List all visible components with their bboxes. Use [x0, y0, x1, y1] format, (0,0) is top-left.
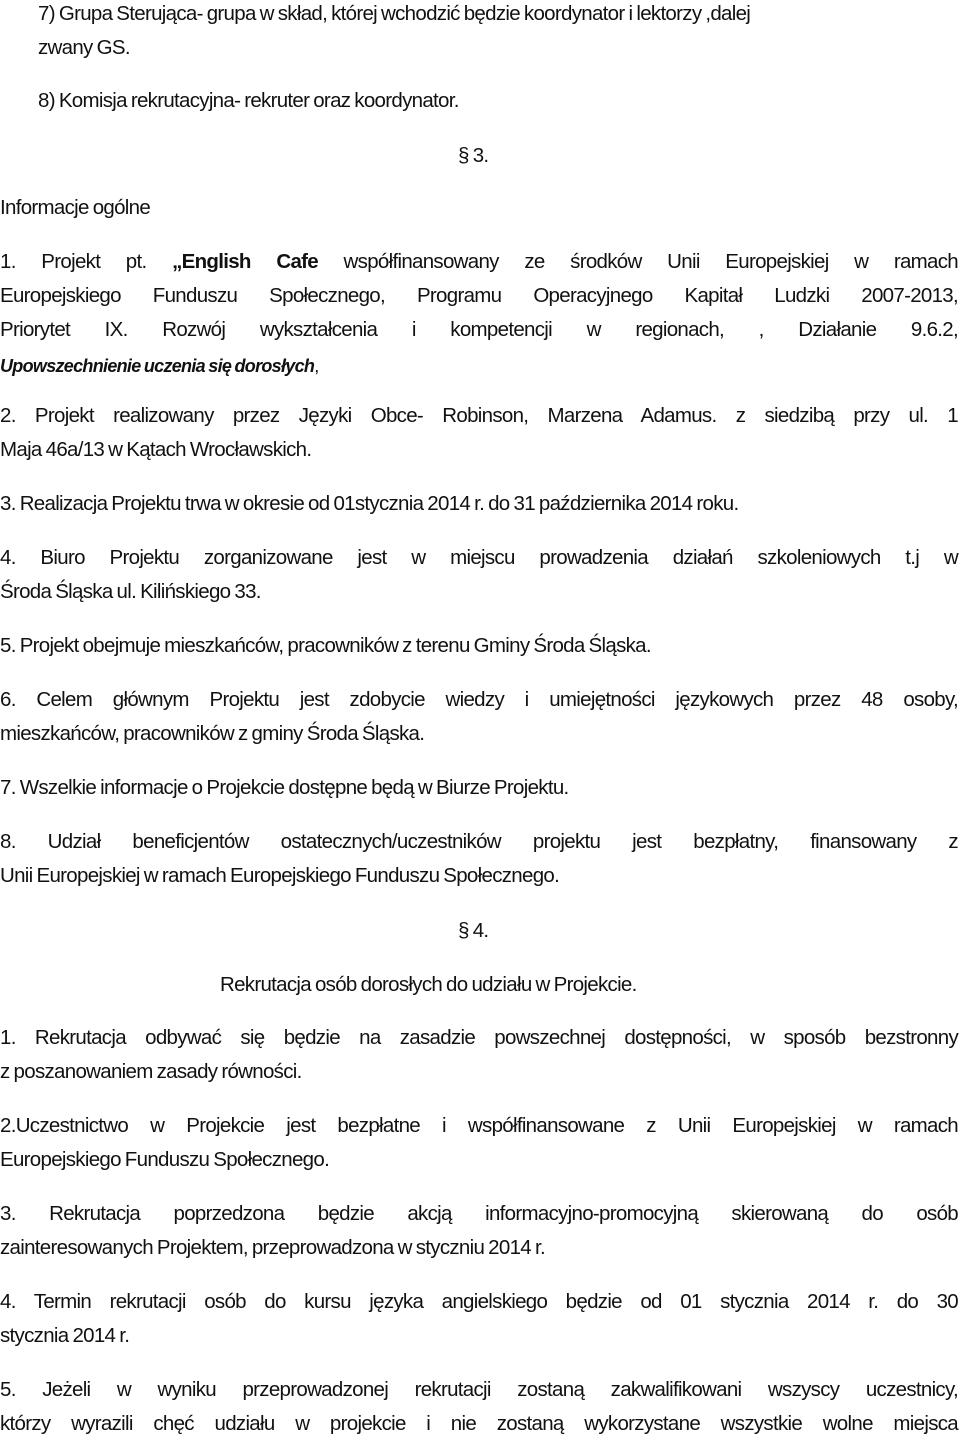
- general-p6-line1: 6. Celem głównym Projektu jest zdobycie wiedzy i umiejętności językowych przez 48 osoby,: [0, 688, 958, 711]
- recruitment-r1-line2: z poszanowaniem zasady równości.: [0, 1060, 302, 1083]
- general-p1-prefix: 1. Projekt pt.: [0, 250, 173, 273]
- general-p4-line1: 4. Biuro Projektu zorganizowane jest w miejscu prowadzenia działań szkoleniowych t.j w: [0, 546, 958, 569]
- general-p6-line2: mieszkańców, pracowników z gminy Środa Śląska.: [0, 722, 425, 745]
- recruitment-r5-line2: którzy wyrazili chęć udziału w projekcie i nie zostaną wykorzystane wszystkie wolne miejsca: [0, 1412, 958, 1435]
- section-3-mark: § 3.: [458, 144, 489, 167]
- general-p2-line2: Maja 46a/13 w Kątach Wrocławskich.: [0, 438, 312, 461]
- general-p1-line1: [0, 250, 958, 274]
- recruitment-r3-line2: zainteresowanych Projektem, przeprowadzona w styczniu 2014 r.: [0, 1236, 545, 1259]
- recruitment-r3-line1: 3. Rekrutacja poprzedzona będzie akcją informacyjno-promocyjną skierowaną do osób: [0, 1202, 958, 1225]
- recruitment-r4-line1: 4. Termin rekrutacji osób do kursu języka angielskiego będzie od 01 stycznia 2014 r. do 30: [0, 1290, 958, 1313]
- general-p5: 5. Projekt obejmuje mieszkańców, pracowników z terenu Gminy Środa Śląska.: [0, 634, 651, 657]
- general-p1-rest: współfinansowany ze środków Unii Europejskiej w ramach: [317, 250, 958, 273]
- general-p8-line1: 8. Udział beneficjentów ostatecznych/uczestników projektu jest bezpłatny, finansowany z: [0, 830, 958, 853]
- recruitment-r2-line2: Europejskiego Funduszu Społecznego.: [0, 1148, 330, 1171]
- general-p4-line2: Środa Śląska ul. Kilińskiego 33.: [0, 580, 261, 603]
- general-p7: 7. Wszelkie informacje o Projekcie dostępne będą w Biurze Projektu.: [0, 776, 569, 799]
- project-name: „English Cafe: [172, 250, 318, 273]
- general-p8-line2: Unii Europejskiej w ramach Europejskiego Funduszu Społecznego.: [0, 864, 560, 887]
- general-p1-line2: Europejskiego Funduszu Społecznego, Programu Operacyjnego Kapitał Ludzki 2007-2013,: [0, 284, 958, 307]
- section-4-title: Rekrutacja osób dorosłych do udziału w Projekcie.: [220, 973, 637, 996]
- general-p1-line4: [0, 354, 319, 378]
- list-item-8: 8) Komisja rekrutacyjna- rekruter oraz koordynator.: [38, 89, 459, 112]
- general-p1-tail: ,: [314, 356, 319, 376]
- measure-name: Upowszechnienie uczenia się dorosłych: [0, 356, 315, 376]
- general-p1-line3: Priorytet IX. Rozwój wykształcenia i kompetencji w regionach, , Działanie 9.6.2,: [0, 318, 958, 341]
- recruitment-r5-line1: 5. Jeżeli w wyniku przeprowadzonej rekrutacji zostaną zakwalifikowani wszyscy uczestnicy,: [0, 1378, 958, 1401]
- recruitment-r4-line2: stycznia 2014 r.: [0, 1324, 130, 1347]
- recruitment-r1-line1: 1. Rekrutacja odbywać się będzie na zasadzie powszechnej dostępności, w sposób bezstronny: [0, 1026, 958, 1049]
- section-4-mark: § 4.: [458, 919, 489, 942]
- general-p3: 3. Realizacja Projektu trwa w okresie od 01stycznia 2014 r. do 31 października 2014 roku.: [0, 492, 739, 515]
- list-item-7-line1: 7) Grupa Sterująca- grupa w skład, której wchodzić będzie koordynator i lektorzy ,dalej: [38, 2, 751, 25]
- recruitment-r2-line1: 2.Uczestnictwo w Projekcie jest bezpłatne i współfinansowane z Unii Europejskiej w ramach: [0, 1114, 958, 1137]
- section-3-title: Informacje ogólne: [0, 196, 151, 219]
- list-item-7-line2: zwany GS.: [38, 36, 130, 59]
- general-p2-line1: 2. Projekt realizowany przez Języki Obce- Robinson, Marzena Adamus. z siedzibą przy ul. 1: [0, 404, 958, 427]
